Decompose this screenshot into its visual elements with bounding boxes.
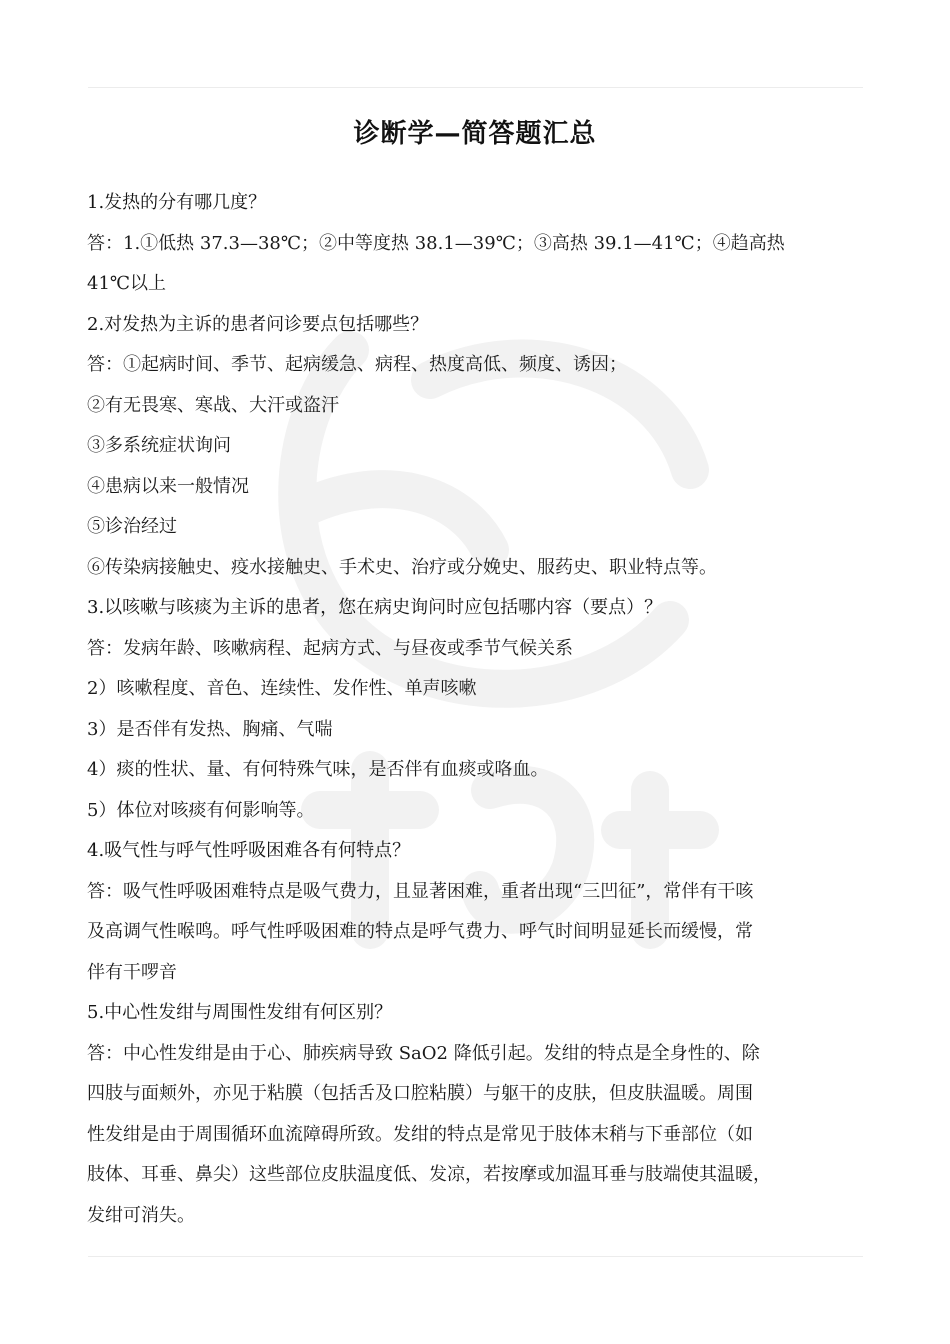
question-line: 1.发热的分有哪几度？: [87, 192, 267, 213]
answer-line: 四肢与面颊外，亦见于粘膜（包括舌及口腔粘膜）与躯干的皮肤，但皮肤温暖。周围: [87, 1083, 753, 1104]
bottom-divider: [88, 1256, 863, 1257]
answer-line: 41℃以上: [87, 273, 167, 294]
answer-line: 答：①起病时间、季节、起病缓急、病程、热度高低、频度、诱因；: [87, 354, 627, 375]
answer-line: 4）痰的性状、量、有何特殊气味，是否伴有血痰或咯血。: [87, 759, 549, 780]
answer-line: 答：1.①低热 37.3—38℃；②中等度热 38.1—39℃；③高热 39.1—41℃；④趋高热: [87, 232, 785, 254]
question-line: 2.对发热为主诉的患者问诊要点包括哪些？: [87, 313, 429, 335]
page-title: 诊断学—简答题汇总: [353, 119, 597, 149]
answer-line: 发绀可消失。: [87, 1204, 195, 1226]
answer-line: 2）咳嗽程度、音色、连续性、发作性、单声咳嗽: [87, 678, 477, 699]
answer-line: ④患病以来一般情况: [87, 475, 249, 497]
document-body: [87, 183, 877, 1236]
answer-line: 及高调气性喉鸣。呼气性呼吸困难的特点是呼气费力、呼气时间明显延长而缓慢，常: [87, 921, 753, 942]
answer-line: 5）体位对咳痰有何影响等。: [87, 799, 315, 821]
answer-line: 3）是否伴有发热、胸痛、气喘: [87, 718, 333, 740]
answer-line: ②有无畏寒、寒战、大汗或盗汗: [87, 394, 339, 416]
answer-line: ③多系统症状询问: [87, 435, 231, 456]
answer-line: ⑥传染病接触史、疫水接触史、手术史、治疗或分娩史、服药史、职业特点等。: [87, 556, 717, 578]
answer-line: 伴有干啰音: [87, 961, 177, 983]
answer-line: 答：发病年龄、咳嗽病程、起病方式、与昼夜或季节气候关系: [87, 637, 573, 659]
answer-line: 肢体、耳垂、鼻尖）这些部位皮肤温度低、发凉，若按摩或加温耳垂与肢端使其温暖，: [87, 1164, 771, 1185]
answer-line: 性发绀是由于周围循环血流障碍所致。发绀的特点是常见于肢体末稍与下垂部位（如: [87, 1123, 753, 1145]
answer-line: ⑤诊治经过: [87, 516, 177, 537]
answer-line: 答：吸气性呼吸困难特点是吸气费力，且显著困难，重者出现“三凹征”，常伴有干咳: [87, 880, 754, 902]
question-line: 5.中心性发绀与周围性发绀有何区别？: [87, 1002, 393, 1023]
answer-line: 答：中心性发绀是由于心、肺疾病导致 SaO2 降低引起。发绀的特点是全身性的、除: [87, 1042, 760, 1064]
top-divider: [88, 87, 863, 88]
question-line: 4.吸气性与呼气性呼吸困难各有何特点？: [87, 840, 411, 861]
question-line: 3.以咳嗽与咳痰为主诉的患者，您在病史询问时应包括哪内容（要点）？: [87, 597, 663, 618]
